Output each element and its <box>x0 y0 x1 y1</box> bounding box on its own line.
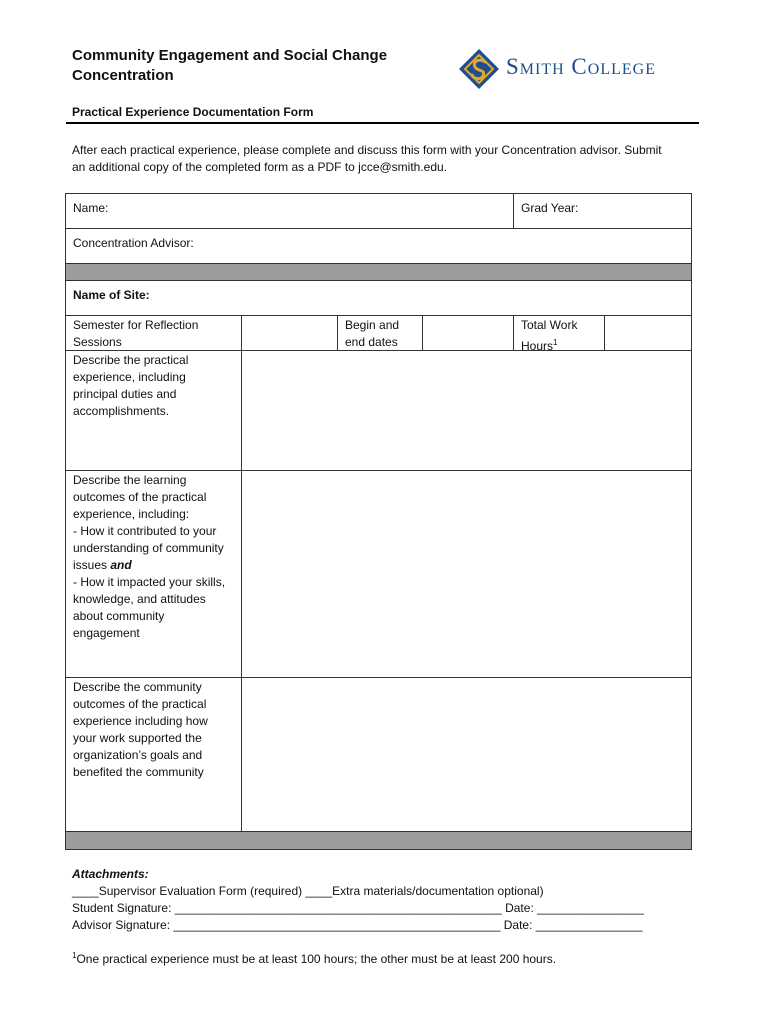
title-line-2: Concentration <box>72 67 174 84</box>
prompt-line <box>73 557 234 574</box>
semester-input[interactable] <box>241 316 337 350</box>
prompt-line: experience, including: <box>73 507 190 521</box>
prompt-line: outcomes of the practical <box>73 490 207 504</box>
experience-prompt <box>66 351 241 470</box>
footnote-text: One practical experience must be at least 100 hours; the other must be at least 200 hours. <box>76 952 557 966</box>
prompt-line: experience, including <box>73 370 186 384</box>
dates-input[interactable] <box>422 316 513 350</box>
prompt-line: your work supported the <box>73 731 202 745</box>
attachments-checklist[interactable]: ____Supervisor Evaluation Form (required) ____Extra materials/documentation optional) <box>72 884 544 898</box>
advisor-field[interactable] <box>66 229 691 263</box>
footnote <box>72 951 556 966</box>
semester-label <box>66 316 241 350</box>
site-row <box>66 281 691 316</box>
semester-label-line-2: Sessions <box>73 335 122 349</box>
student-signature-line[interactable]: Student Signature: _________________________________________________ Date: ________________ <box>72 901 644 915</box>
intro-line-2: an additional copy of the completed form as a PDF to jcce@smith.edu. <box>72 160 448 174</box>
dates-label <box>337 316 422 350</box>
dates-label-line-1: Begin and <box>345 318 400 332</box>
prompt-line: about community <box>73 609 165 623</box>
grad-year-label: Grad Year: <box>521 201 579 215</box>
prompt-line: Describe the practical <box>73 353 189 367</box>
site-field[interactable] <box>66 281 691 315</box>
semester-row <box>66 316 691 351</box>
header-divider <box>66 122 699 124</box>
advisor-signature-line[interactable]: Advisor Signature: _________________________________________________ Date: ________________ <box>72 918 643 932</box>
attachments-section <box>72 866 644 934</box>
site-label: Name of Site: <box>73 288 150 302</box>
prompt-line: experience including how <box>73 714 208 728</box>
footnote-mark: 1 <box>553 338 558 347</box>
experience-response[interactable] <box>241 351 691 470</box>
prompt-line: Describe the learning <box>73 473 187 487</box>
prompt-line: engagement <box>73 626 140 640</box>
experience-row <box>66 351 691 471</box>
issues-text: issues <box>73 558 108 572</box>
form-title: Practical Experience Documentation Form <box>72 105 314 119</box>
learning-row <box>66 471 691 678</box>
title-line-1: Community Engagement and Social Change <box>72 47 388 64</box>
hours-input[interactable] <box>604 316 691 350</box>
semester-label-line-1: Semester for Reflection <box>73 318 199 332</box>
footnote-number: 1 <box>72 951 77 960</box>
prompt-line: understanding of community <box>73 541 224 555</box>
prompt-line: - How it impacted your skills, <box>73 575 226 589</box>
document-title <box>72 46 412 86</box>
grad-year-field[interactable] <box>513 194 691 228</box>
documentation-form <box>65 193 692 850</box>
community-row <box>66 678 691 832</box>
seal-icon <box>458 48 500 90</box>
prompt-line: - How it contributed to your <box>73 524 217 538</box>
intro-text <box>72 142 702 176</box>
prompt-line: organization’s goals and <box>73 748 203 762</box>
shaded-divider-top <box>66 264 691 281</box>
and-emphasis: and <box>110 558 132 572</box>
smith-college-logo <box>458 46 698 92</box>
intro-line-1: After each practical experience, please complete and discuss this form with your Concentration advisor. Submit <box>72 143 662 157</box>
community-response[interactable] <box>241 678 691 831</box>
prompt-line: principal duties and <box>73 387 177 401</box>
learning-response[interactable] <box>241 471 691 677</box>
learning-prompt <box>66 471 241 677</box>
advisor-label: Concentration Advisor: <box>73 236 194 250</box>
shaded-divider-bottom <box>66 832 691 849</box>
name-field[interactable] <box>66 194 513 228</box>
prompt-line: knowledge, and attitudes <box>73 592 206 606</box>
hours-label-text: Hours <box>521 339 554 353</box>
prompt-line: accomplishments. <box>73 404 170 418</box>
attachments-heading: Attachments: <box>72 867 149 881</box>
advisor-row <box>66 229 691 264</box>
dates-label-line-2: end dates <box>345 335 398 349</box>
logo-wordmark: Smith College <box>506 54 656 79</box>
hours-label-line-1: Total Work <box>521 318 578 332</box>
hours-label <box>513 316 604 353</box>
prompt-line: benefited the community <box>73 765 204 779</box>
name-label: Name: <box>73 201 109 215</box>
prompt-line: outcomes of the practical <box>73 697 207 711</box>
prompt-line: Describe the community <box>73 680 202 694</box>
community-prompt <box>66 678 241 831</box>
name-row <box>66 194 691 229</box>
